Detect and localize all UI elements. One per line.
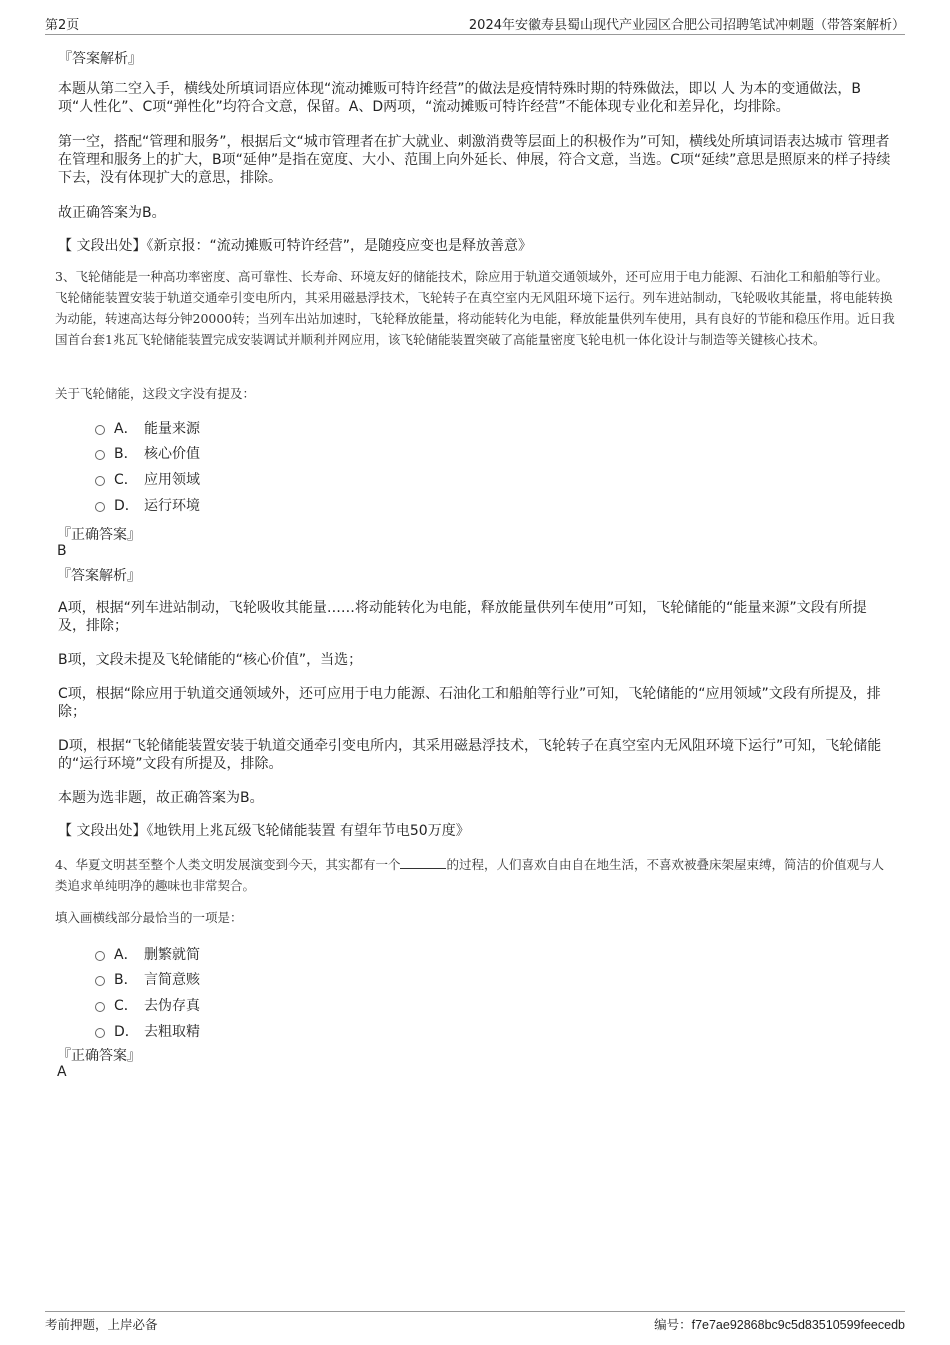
radio-icon[interactable]: [95, 1002, 105, 1012]
option-key: A．: [114, 947, 138, 963]
option-key: D．: [114, 498, 139, 514]
passage-source: 【 文段出处】《新京报：“流动摊贩可特许经营”，是随疫应变也是释放善意》: [58, 238, 532, 254]
radio-icon[interactable]: [95, 951, 105, 961]
option-text: 言简意赅: [144, 972, 200, 988]
option-text: 能量来源: [144, 421, 200, 437]
correct-answer: B: [57, 543, 67, 559]
option-key: C．: [114, 998, 138, 1014]
radio-icon[interactable]: [95, 425, 105, 435]
question-3-stem: 3、飞轮储能是一种高功率密度、高可靠性、长寿命、环境友好的储能技术，除应用于轨道交通领域外，还可应用于电力能源、石油化工和船舶等行业。飞轮储能装置安装于轨道交通牵引变电所内，其采用磁悬浮技术，飞轮转子在真空室内无风阻环境下运行。列车进站制动，飞轮吸收其能量，将电能转换为动能，转速高达每分钟20000转；当列车出站加速时，飞轮释放能量，将动能转化为电能，释放能量供列车使用，具有良好的节能和稳压作用。近日我国首台套1兆瓦飞轮储能装置完成安装调试并顺利并网应用，该飞轮储能装置突破了高能量密度飞轮电机一体化设计与制造等关键核心技术。: [55, 269, 895, 347]
question-4-stem-start: 4、华夏文明甚至整个人类文明发展演变到今天，其实都有一个: [55, 857, 401, 872]
radio-icon[interactable]: [95, 976, 105, 986]
analysis-option-a: A项，根据“列车进站制动，飞轮吸收其能量……将动能转化为电能，释放能量供列车使用”可知，飞轮储能的“能量来源”文段有所提及，排除；: [58, 600, 867, 634]
option-text: 核心价值: [144, 446, 200, 462]
correct-answer-label: 『正确答案』: [57, 1048, 141, 1064]
question-3-option-b[interactable]: [95, 443, 200, 463]
analysis-paragraph-1: 本题从第二空入手，横线处所填词语应体现“流动摊贩可特许经营”的做法是疫情特殊时期的特殊做法，即以 人 为本的变通做法，B项“人性化”、C项“弹性化”均符合文意，保留。A、D两项，“流动摊贩可特许经营”不能体现专业化和差异化，均排除。: [58, 81, 862, 115]
question-4-option-c[interactable]: [95, 995, 200, 1015]
footer-slogan: 考前押题，上岸必备: [45, 1317, 158, 1332]
analysis-option-c: C项，根据“除应用于轨道交通领域外，还可应用于电力能源、石油化工和船舶等行业”可知，飞轮储能的“应用领域”文段有所提及，排除；: [58, 686, 881, 720]
option-key: B．: [114, 972, 138, 988]
question-4-stem-end: 的过程，人们喜欢自由自在地生活，不喜欢被叠床架屋束缚，简洁的价值观与人类追求单纯明净的趣味也非常契合。: [55, 857, 884, 893]
question-3-option-a[interactable]: [95, 418, 200, 438]
option-text: 去伪存真: [144, 998, 200, 1014]
analysis-label: 『答案解析』: [58, 51, 142, 67]
option-text: 删繁就简: [144, 947, 200, 963]
question-3-option-d[interactable]: [95, 495, 200, 515]
document-code: [654, 1315, 905, 1333]
analysis-paragraph-2: 第一空，搭配“管理和服务”，根据后文“城市管理者在扩大就业、刺激消费等层面上的积极作为”可知，横线处所填词语表达城市 管理者在管理和服务上的扩大，B项“延伸”是指在宽度、大小、范围上向外延长、伸展，符合文意，当选。C项“延续”意思是照原来的样子持续下去，没有体现扩大的意思，排除。: [58, 134, 891, 186]
question-4-prompt: 填入画横线部分最恰当的一项是：: [55, 910, 243, 925]
question-4-stem: [55, 854, 895, 896]
analysis-option-b: B项，文段未提及飞轮储能的“核心价值”，当选；: [58, 652, 363, 668]
code-label: 编号：: [654, 1317, 692, 1332]
page-number: 第2页: [45, 18, 80, 33]
analysis-conclusion: 本题为选非题，故正确答案为B。: [58, 790, 264, 806]
option-text: 运行环境: [144, 498, 200, 514]
option-text: 应用领域: [144, 472, 200, 488]
question-4-option-a[interactable]: [95, 944, 200, 964]
option-text: 去粗取精: [144, 1024, 200, 1040]
option-key: C．: [114, 472, 138, 488]
analysis-option-d: D项，根据“飞轮储能装置安装于轨道交通牵引变电所内，其采用磁悬浮技术，飞轮转子在真空室内无风阻环境下运行”可知，飞轮储能的“运行环境”文段有所提及，排除。: [58, 738, 882, 772]
question-3-prompt: 关于飞轮储能，这段文字没有提及：: [55, 386, 256, 401]
fill-blank: [400, 858, 446, 869]
passage-source: 【 文段出处】《地铁用上兆瓦级飞轮储能装置 有望年节电50万度》: [58, 823, 470, 839]
radio-icon[interactable]: [95, 476, 105, 486]
correct-answer-label: 『正确答案』: [57, 527, 141, 543]
analysis-label: 『答案解析』: [57, 568, 141, 584]
document-title: 2024年安徽寿县蜀山现代产业园区合肥公司招聘笔试冲刺题（带答案解析）: [468, 18, 905, 33]
code-value: f7e7ae92868bc9c5d83510599feecedb: [691, 1318, 905, 1332]
option-key: D．: [114, 1024, 139, 1040]
correct-answer: A: [57, 1064, 67, 1080]
question-3-option-c[interactable]: [95, 469, 200, 489]
option-key: B．: [114, 446, 138, 462]
radio-icon[interactable]: [95, 502, 105, 512]
analysis-conclusion: 故正确答案为B。: [58, 205, 166, 221]
radio-icon[interactable]: [95, 1028, 105, 1038]
page-header: [45, 14, 905, 35]
option-key: A．: [114, 421, 138, 437]
page-footer: [45, 1311, 905, 1335]
radio-icon[interactable]: [95, 450, 105, 460]
question-4-option-d[interactable]: [95, 1021, 200, 1041]
question-4-option-b[interactable]: [95, 969, 200, 989]
